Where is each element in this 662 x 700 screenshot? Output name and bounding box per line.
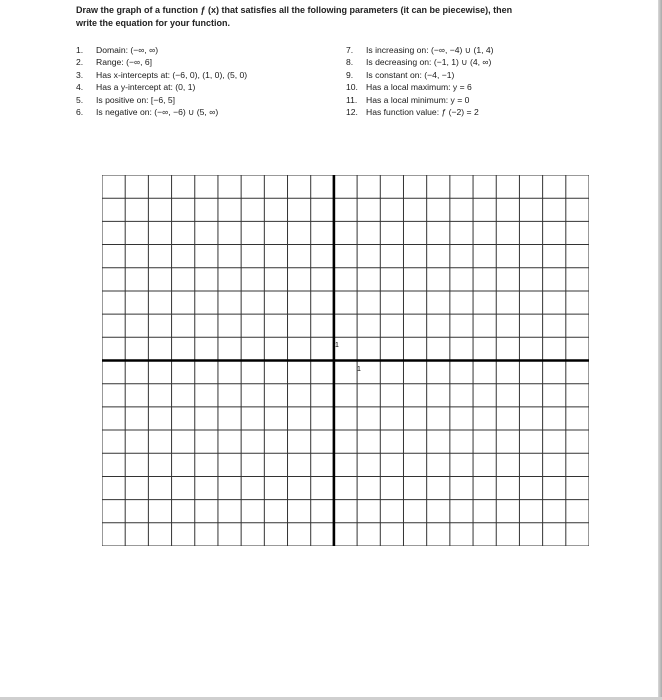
parameter-item: [346, 44, 606, 56]
parameter-text: Has a local minimum: y = 0: [366, 94, 470, 105]
y-axis-tick-label: 1: [335, 342, 339, 349]
parameter-item: [346, 94, 606, 106]
parameters-right-column: [346, 44, 606, 118]
page-edge-shadow: [658, 0, 662, 700]
instructions-line-2: write the equation for your function.: [76, 18, 230, 28]
parameter-item: [346, 106, 606, 118]
parameter-text: Is negative on: (−∞, −6) ∪ (5, ∞): [96, 107, 219, 118]
parameter-text: Is increasing on: (−∞, −4) ∪ (1, 4): [366, 45, 494, 55]
parameter-number: 10.: [346, 82, 358, 93]
parameter-number: 7.: [346, 45, 354, 55]
axes: [102, 175, 589, 546]
parameter-item: [76, 81, 336, 93]
parameter-number: 4.: [76, 82, 84, 93]
x-axis-tick-label: 1: [357, 366, 361, 373]
parameter-number: 9.: [346, 69, 354, 80]
parameter-number: 1.: [76, 45, 84, 55]
parameter-text: Has x-intercepts at: (−6, 0), (1, 0), (5, 0): [96, 69, 248, 80]
parameter-text: Domain: (−∞, ∞): [96, 45, 159, 55]
parameter-number: 5.: [76, 94, 84, 105]
parameter-number: 3.: [76, 69, 84, 80]
parameter-text: Has function value: ƒ (−2) = 2: [366, 107, 479, 118]
parameter-number: 2.: [76, 57, 84, 68]
parameter-item: [76, 56, 336, 68]
instructions-line-1: Draw the graph of a function ƒ (x) that satisfies all the following parameters (it can be piecewise), then: [76, 5, 513, 15]
parameter-text: Has a local maximum: y = 6: [366, 82, 472, 93]
parameter-text: Has a y-intercept at: (0, 1): [96, 82, 196, 93]
parameter-text: Is constant on: (−4, −1): [366, 69, 455, 80]
parameter-item: [346, 81, 606, 93]
parameter-item: [76, 44, 336, 56]
parameter-item: [346, 56, 606, 68]
parameters-left-column: [76, 44, 336, 118]
parameter-number: 12.: [346, 107, 358, 118]
parameter-number: 6.: [76, 107, 84, 118]
instructions: [76, 4, 596, 30]
graph-grid-area: [102, 175, 589, 546]
parameter-text: Range: (−∞, 6]: [96, 57, 153, 68]
parameter-number: 8.: [346, 57, 354, 68]
coordinate-grid: [102, 175, 589, 546]
parameter-text: Is decreasing on: (−1, 1) ∪ (4, ∞): [366, 57, 492, 68]
parameter-item: [76, 69, 336, 81]
parameter-item: [346, 69, 606, 81]
parameter-text: Is positive on: [−6, 5]: [96, 94, 176, 105]
parameter-item: [76, 106, 336, 118]
parameter-item: [76, 94, 336, 106]
parameter-number: 11.: [346, 94, 358, 105]
